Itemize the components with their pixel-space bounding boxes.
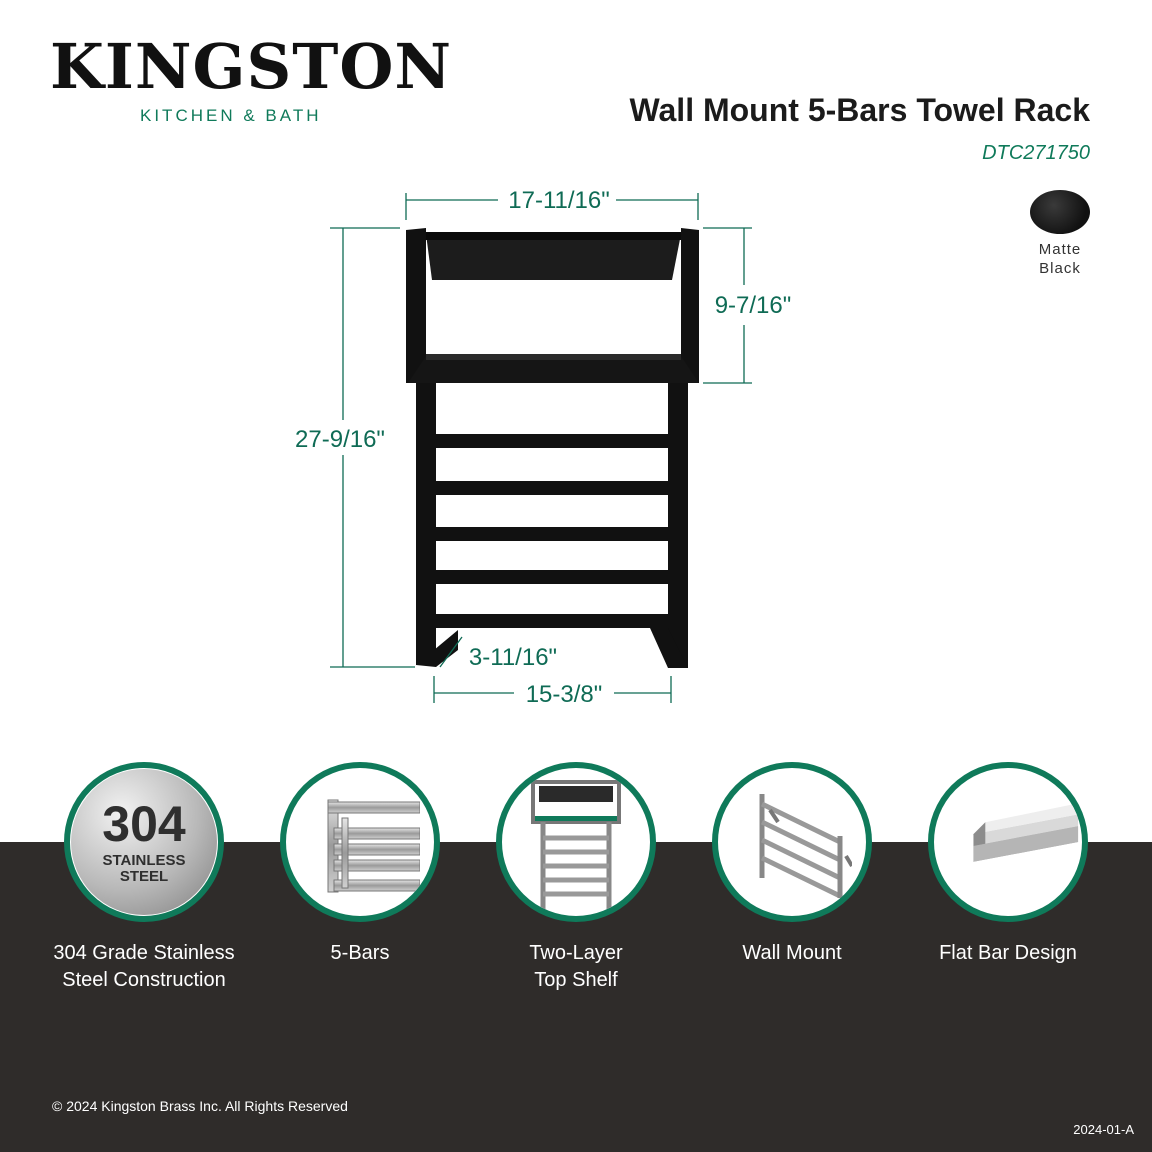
feature-label-line2: Steel Construction: [62, 969, 226, 991]
dimension-depth: 3-11/16": [468, 644, 558, 671]
feature-label-five-bars: [255, 940, 465, 967]
feature-label-wall-mount: [687, 940, 897, 967]
feature-wall-mount: [712, 762, 872, 922]
feature-stainless-steel: [64, 762, 224, 922]
feature-label-stainless: [39, 940, 249, 994]
two-layer-shelf-icon: [511, 772, 641, 912]
feature-label-line2: Top Shelf: [534, 969, 618, 991]
finish-label-line2: Black: [1039, 260, 1081, 277]
document-code: 2024-01-A: [1073, 1122, 1134, 1137]
copyright-text: © 2024 Kingston Brass Inc. All Rights Reserved: [52, 1098, 348, 1114]
feature-label-line1: Flat Bar Design: [939, 942, 1077, 964]
feature-two-layer-shelf: [496, 762, 656, 922]
dimension-width-top: 17-11/16": [508, 187, 610, 214]
product-sku: DTC271750: [982, 142, 1090, 164]
feature-label-line1: 5-Bars: [330, 942, 390, 964]
dimension-shelf-height: 9-7/16": [714, 292, 792, 319]
feature-flat-bar: [928, 762, 1088, 922]
flat-bar-icon: [934, 782, 1082, 902]
feature-five-bars: [280, 762, 440, 922]
feature-label-two-layer: [471, 940, 681, 994]
feature-label-line1: Two-Layer: [529, 942, 623, 964]
dimension-width-bottom: 15-3/8": [525, 681, 603, 708]
dimension-total-height: 27-9/16": [295, 426, 385, 453]
feature-label-flat-bar: [903, 940, 1113, 967]
badge-text-line1: STAINLESS: [102, 852, 186, 869]
towel-rack-drawing: [406, 228, 699, 668]
feature-label-line1: Wall Mount: [742, 942, 842, 964]
badge-text-line2: STEEL: [119, 868, 169, 885]
brand-logo: KINGSTON: [50, 30, 453, 103]
stainless-steel-304-icon: [71, 769, 217, 915]
wall-mount-icon: [732, 782, 852, 902]
finish-label-line1: Matte: [1038, 241, 1082, 258]
brand-subtitle: KITCHEN & BATH: [140, 106, 322, 125]
product-title: Wall Mount 5-Bars Towel Rack: [629, 92, 1090, 128]
five-bars-icon: [300, 782, 420, 902]
feature-label-line1: 304 Grade Stainless: [53, 942, 235, 964]
badge-number: 304: [102, 796, 186, 852]
